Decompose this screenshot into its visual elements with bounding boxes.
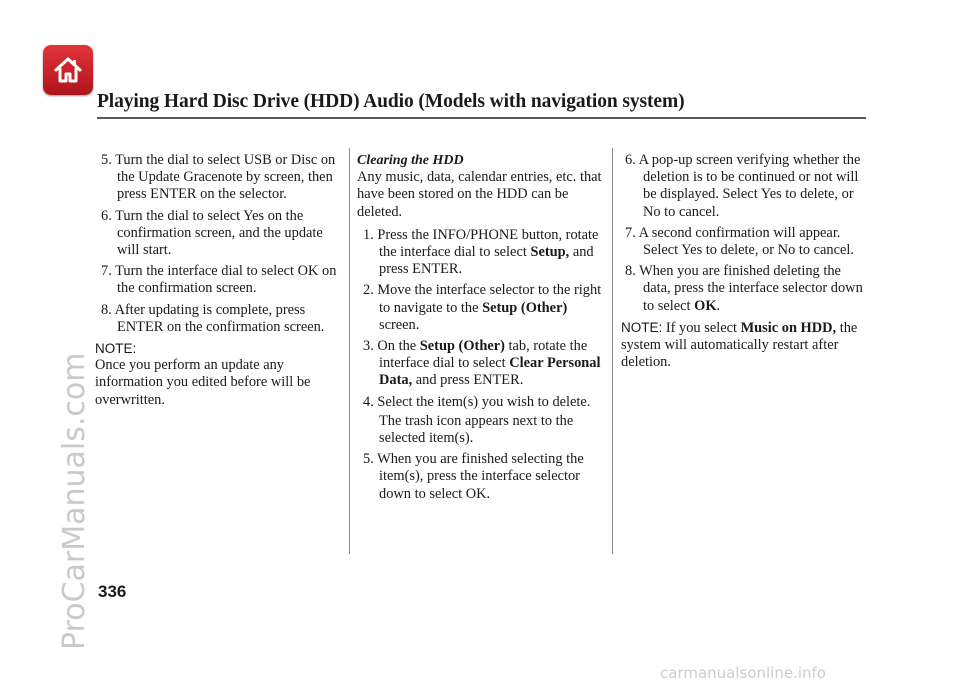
column-2: [357, 152, 607, 507]
note-text-2: NOTE: If you select Music on HDD, the system will automatically restart after deletion.: [621, 319, 858, 371]
section-heading: Clearing the HDD: [357, 153, 464, 168]
home-button[interactable]: [43, 45, 93, 95]
step-5: 5. Turn the dial to select USB or Disc on the Update Gracenote by screen, then press ENTER on the selector.: [101, 152, 336, 203]
page-number: 336: [98, 582, 127, 601]
step-5b: 5. When you are finished selecting the item(s), press the interface selector down to select OK.: [363, 451, 584, 502]
footer-watermark: carmanualsonline.info: [660, 664, 826, 682]
step-7: 7. Turn the interface dial to select OK on the confirmation screen.: [101, 263, 337, 297]
column-divider: [612, 148, 613, 554]
step-7b: 7. A second confirmation will appear. Select Yes to delete, or No to cancel.: [625, 224, 855, 259]
page-title: Playing Hard Disc Drive (HDD) Audio (Models with navigation system): [97, 91, 685, 112]
note-label: NOTE:: [95, 341, 137, 357]
step-8b: 8. When you are finished deleting the data, press the interface selector down to select OK.: [625, 263, 863, 314]
step-4: 4. Select the item(s) you wish to delete.: [363, 393, 591, 410]
home-icon: [53, 55, 83, 85]
title-rule: [97, 117, 866, 119]
side-watermark: ProCarManuals.com: [57, 352, 92, 650]
step-4-detail: The trash icon appears next to the selected item(s).: [379, 412, 574, 447]
step-2: 2. Move the interface selector to the right to navigate to the Setup (Other) screen.: [363, 282, 602, 333]
step-8: 8. After updating is complete, press ENTER on the confirmation screen.: [101, 301, 325, 335]
step-6: 6. Turn the dial to select Yes on the confirmation screen, and the update will start.: [101, 207, 323, 259]
column-1: [95, 152, 345, 415]
step-3: 3. On the Setup (Other) tab, rotate the interface dial to select Clear Personal Data, and press ENTER.: [363, 338, 601, 389]
step-6b: 6. A pop-up screen verifying whether the deletion is to be continued or not will be displayed. Select Yes to delete, or No to cancel.: [625, 152, 861, 220]
column-divider: [349, 148, 350, 554]
note-text: Once you perform an update any information you edited before will be overwritten.: [95, 357, 311, 408]
step-1: 1. Press the INFO/PHONE button, rotate the interface dial to select Setup, and press ENTER.: [363, 226, 599, 278]
column-3: [621, 152, 871, 377]
section-intro: Any music, data, calendar entries, etc. that have been stored on the HDD can be deleted.: [357, 169, 602, 220]
